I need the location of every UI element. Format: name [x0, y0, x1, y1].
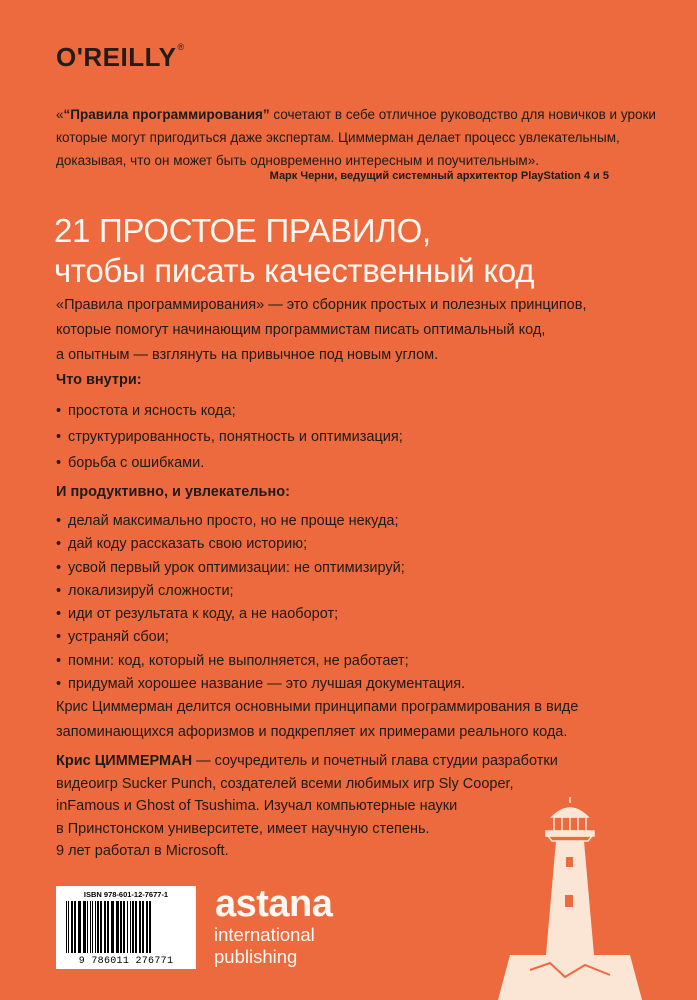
- barcode-bar: [100, 901, 102, 953]
- barcode-bar: [87, 901, 88, 953]
- list-item-text: делай максимально просто, но не проще некуда;: [68, 513, 399, 529]
- list-item-text: устраняй сбои;: [68, 629, 169, 646]
- bio-line: inFamous и Ghost of Tsushima. Изучал компьютерные науки: [56, 798, 458, 814]
- quote-line: которые могут пригодиться даже экспертам. Циммерман делает процесс увлекательным,: [56, 130, 620, 145]
- barcode-bar: [142, 901, 144, 953]
- quote-line: доказывая, что он может быть одновременно интересным и поучительным».: [56, 153, 539, 168]
- barcode-bar: [78, 901, 81, 953]
- publisher-logo: astana: [215, 883, 333, 925]
- barcode-bar: [127, 901, 128, 953]
- list-item-text: простота и ясность кода;: [68, 403, 236, 419]
- list-item-text: придумай хорошее название — это лучшая документация.: [68, 676, 466, 693]
- barcode-bar: [104, 901, 106, 953]
- barcode-bar: [97, 901, 99, 953]
- barcode-bar: [111, 901, 114, 953]
- endorsement-quote: [56, 103, 656, 172]
- bullet: •: [56, 606, 62, 623]
- list-item-text: помни: код, который не выполняется, не работает;: [68, 652, 409, 669]
- quote-text: сочетают в себе отличное руководство для новичков и уроки: [269, 107, 656, 122]
- book-title-line1: 21 ПРОСТОЕ ПРАВИЛО,: [54, 212, 431, 249]
- bullet: •: [56, 629, 62, 646]
- bullet: •: [56, 582, 62, 599]
- list-item: [56, 673, 465, 696]
- bio-line: видеоигр Sucker Punch, создателей всеми любимых игр Sly Cooper,: [56, 775, 514, 792]
- summary-line: Крис Циммерман делится основными принципами программирования в виде: [56, 699, 579, 715]
- barcode-bar: [139, 901, 141, 953]
- quote-book-title: “Правила программирования”: [63, 107, 270, 122]
- barcode-bar: [90, 901, 91, 953]
- list-item: [56, 603, 465, 626]
- list-item: [56, 510, 465, 533]
- bio-line: в Принстонском университете, имеет научную степень.: [56, 820, 430, 837]
- barcode-bar: [95, 901, 96, 953]
- bullet: •: [56, 652, 62, 669]
- bullet: •: [56, 676, 62, 693]
- publisher-name-line1: international: [214, 924, 315, 945]
- logo-text: O'REILLY: [56, 42, 177, 72]
- quote-author: Марк Черни, ведущий системный архитектор PlayStation 4 и 5: [269, 170, 609, 182]
- barcode-bar: [135, 901, 137, 953]
- author-bio: [56, 750, 558, 863]
- bullet: •: [56, 429, 62, 445]
- list-item: [56, 533, 465, 556]
- list-item: [56, 450, 403, 476]
- barcode-bar: [74, 901, 76, 953]
- list-item: [56, 580, 465, 603]
- barcode-bar: [123, 901, 125, 953]
- inside-list: [56, 398, 403, 476]
- list-item: [56, 424, 403, 450]
- list-item-text: структурированность, понятность и оптимизация;: [68, 429, 403, 445]
- barcode-bar: [92, 901, 93, 953]
- barcode-bar: [68, 901, 69, 953]
- list-item-text: борьба с ошибками.: [68, 455, 205, 471]
- author-name: Крис ЦИММЕРМАН: [56, 753, 193, 769]
- barcode-bar: [107, 901, 109, 953]
- barcode-bar: [116, 901, 119, 953]
- quote-open: «: [56, 107, 64, 122]
- barcode-bar: [66, 901, 67, 953]
- list-item: [56, 650, 465, 673]
- list-item-text: иди от результата к коду, а не наоборот;: [68, 606, 339, 623]
- intro-paragraph: [56, 293, 586, 368]
- productive-list: [56, 510, 465, 696]
- bio-line: [56, 750, 558, 773]
- intro-line: а опытным — взглянуть на привычное под новым углом.: [56, 347, 439, 363]
- lighthouse-illustration: [490, 795, 650, 1000]
- intro-line: которые помогут начинающим программистам писать оптимальный код,: [56, 322, 546, 338]
- barcode-bars: [64, 901, 188, 956]
- oreilly-logo: [56, 42, 185, 73]
- bullet: •: [56, 513, 62, 529]
- bullet: •: [56, 536, 62, 553]
- barcode-bar: [149, 901, 151, 953]
- publisher-name-line2: publishing: [214, 946, 298, 967]
- barcode-bar: [83, 901, 86, 953]
- quote-line: [56, 103, 656, 126]
- list-item: [56, 398, 403, 424]
- list-item: [56, 626, 465, 649]
- summary-paragraph: [56, 695, 578, 745]
- registered-mark: ®: [177, 42, 185, 52]
- summary-line: запоминающихся афоризмов и подкрепляет их примерами реального кода.: [56, 724, 568, 740]
- barcode-bar: [71, 901, 73, 953]
- bio-line: 9 лет работал в Microsoft.: [56, 843, 229, 859]
- inside-heading: Что внутри:: [56, 372, 142, 388]
- bullet: •: [56, 455, 62, 471]
- bullet: •: [56, 403, 62, 419]
- barcode-bar: [130, 901, 131, 953]
- barcode-bar: [120, 901, 122, 953]
- intro-line: «Правила программирования» — это сборник простых и полезных принципов,: [56, 297, 587, 313]
- book-title-line2: чтобы писать качественный код: [54, 252, 535, 289]
- list-item-text: усвой первый урок оптимизации: не оптимизируй;: [68, 559, 405, 576]
- barcode-bar: [132, 901, 134, 953]
- list-item-text: дай коду рассказать свою историю;: [68, 536, 308, 553]
- barcode: [56, 886, 196, 969]
- list-item: [56, 557, 465, 580]
- bullet: •: [56, 559, 62, 576]
- barcode-digits: 9 786011 276771: [78, 956, 174, 967]
- productive-heading: И продуктивно, и увлекательно:: [56, 484, 290, 500]
- bio-text: — соучредитель и почетный глава студии разработки: [192, 753, 558, 769]
- list-item-text: локализируй сложности;: [68, 582, 234, 599]
- barcode-bar: [146, 901, 148, 953]
- isbn-label: ISBN 978-601-12-7677-1: [83, 890, 169, 899]
